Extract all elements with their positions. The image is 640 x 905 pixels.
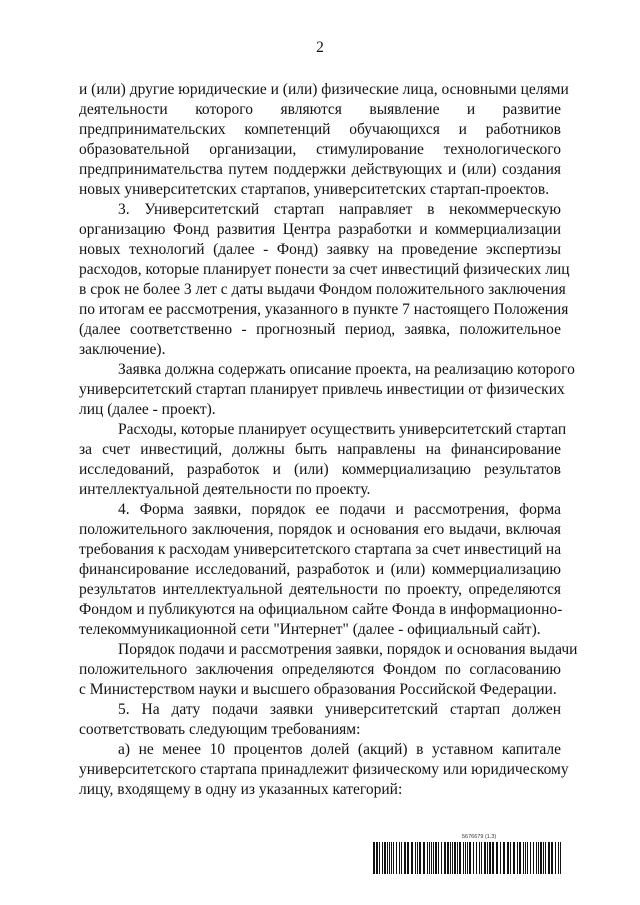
barcode-bar: [473, 842, 474, 874]
text-line: интеллектуальной деятельности по проекту.: [79, 481, 371, 498]
barcode-bar: [407, 842, 409, 874]
barcode-bar: [489, 842, 491, 874]
text-line: положительного заключения определяются Фондом по согласованию: [79, 661, 561, 678]
barcode-bar: [441, 842, 442, 874]
barcode-bar: [523, 842, 524, 874]
text-line: 4. Форма заявки, порядок ее подачи и рассмотрения, форма: [118, 501, 561, 518]
barcode-bar: [545, 842, 546, 874]
barcode-bar: [487, 842, 488, 874]
text-line: новых технологий (далее - Фонд) заявку на проведение экспертизы: [79, 241, 561, 258]
text-line: Фондом и публикуются на официальном сайте Фонда в информационно-: [79, 601, 563, 618]
barcode-bar: [476, 842, 477, 874]
barcode-bar: [517, 842, 518, 874]
barcode-bar: [435, 842, 437, 874]
barcode-bar: [393, 842, 394, 874]
text-line: организацию Фонд развития Центра разработки и коммерциализации: [79, 221, 561, 238]
barcode-bar: [463, 842, 464, 874]
barcode-bar: [419, 842, 421, 874]
barcode-bar: [507, 842, 509, 874]
barcode-bar: [530, 842, 531, 874]
barcode-bar: [479, 842, 480, 874]
text-line: результатов интеллектуальной деятельности по проекту, определяются: [79, 581, 561, 598]
text-line: в срок не более 3 лет с даты выдачи Фондом положительного заключения: [79, 281, 566, 298]
text-line: предпринимательских компетенций обучающихся и работников: [79, 121, 561, 138]
barcode-bar: [536, 842, 537, 874]
text-line: финансирование исследований, разработок и (или) коммерциализацию: [79, 561, 561, 578]
barcode-bar: [555, 842, 556, 874]
barcode-bar: [391, 842, 392, 874]
barcode-bar: [484, 842, 486, 874]
barcode-bar: [538, 842, 539, 874]
barcode-bar: [382, 842, 383, 874]
text-line: Порядок подачи и рассмотрения заявки, порядок и основания выдачи: [118, 641, 578, 658]
barcode-bar: [454, 842, 456, 874]
barcode-bar: [496, 842, 498, 874]
text-line: (далее соответственно - прогнозный период, заявка, положительное: [79, 321, 561, 338]
barcode-bar: [525, 842, 526, 874]
barcode-bar: [450, 842, 451, 874]
text-line: университетский стартап планирует привлечь инвестиции от физических: [79, 381, 565, 398]
text-line: новых университетских стартапов, университетских стартап-проектов.: [79, 181, 550, 198]
text-line: Расходы, которые планирует осуществить университетский стартап: [118, 421, 567, 438]
barcode-bar: [389, 842, 390, 874]
barcode-bar: [429, 842, 430, 874]
text-line: университетского стартапа принадлежит физическому или юридическому: [79, 761, 569, 778]
barcode-bar: [423, 842, 425, 874]
text-line: деятельности которого являются выявление и развитие: [79, 101, 561, 118]
barcode-bar: [427, 842, 428, 874]
text-line: телекоммуникационной сети "Интернет" (далее - официальный сайт).: [79, 621, 541, 638]
barcode-bar: [540, 842, 542, 874]
text-line: исследований, разработок и (или) коммерциализацию результатов: [79, 461, 561, 478]
text-line: и (или) другие юридические и (или) физические лица, основными целями: [79, 81, 569, 98]
barcode-bar: [444, 842, 446, 874]
barcode-bar: [548, 842, 550, 874]
barcode-bar: [560, 842, 561, 874]
barcode-bar: [527, 842, 528, 874]
document-id: 5676679 (1.3): [462, 834, 497, 840]
text-line: лиц (далее - проект).: [79, 401, 216, 418]
barcode-bar: [457, 842, 458, 874]
barcode-bar: [396, 842, 397, 874]
text-line: с Министерством науки и высшего образования Российской Федерации.: [79, 681, 557, 698]
text-line: Заявка должна содержать описание проекта, на реализацию которого: [118, 361, 575, 378]
barcode-bar: [465, 842, 466, 874]
text-line: по итогам ее рассмотрения, указанного в пункте 7 настоящего Положения: [79, 301, 569, 318]
barcode-bar: [510, 842, 511, 874]
barcode-bar: [447, 842, 449, 874]
text-line: а) не менее 10 процентов долей (акций) в уставном капитале: [118, 741, 561, 758]
barcode-bar: [438, 842, 439, 874]
barcode-bar: [481, 842, 482, 874]
barcode-image: [373, 842, 563, 874]
barcode-bar: [467, 842, 468, 874]
text-line: расходов, которые планирует понести за счет инвестиций физических лиц: [79, 261, 570, 278]
text-line: заключение).: [79, 341, 166, 358]
barcode-bar: [492, 842, 494, 874]
text-line: требования к расходам университетского стартапа за счет инвестиций на: [79, 541, 562, 558]
text-line: 3. Университетский стартап направляет в некоммерческую: [118, 201, 561, 218]
barcode-bar: [373, 842, 375, 874]
barcode-bar: [558, 842, 559, 874]
barcode-bar: [399, 842, 400, 874]
barcode-bar: [384, 842, 386, 874]
text-line: лицу, входящему в одну из указанных категорий:: [79, 781, 403, 798]
barcode-bar: [401, 842, 402, 874]
barcode-bar: [469, 842, 471, 874]
barcode-bar: [411, 842, 413, 874]
text-line: образовательной организации, стимулирование технологического: [79, 141, 561, 158]
text-line: предпринимательства путем поддержки действующих и (или) создания: [79, 161, 561, 178]
barcode-bar: [404, 842, 406, 874]
text-line: за счет инвестиций, должны быть направлены на финансирование: [79, 441, 561, 458]
barcode-bar: [417, 842, 418, 874]
barcode-bar: [387, 842, 388, 874]
text-line: положительного заключения, порядок и основания его выдачи, включая: [79, 521, 561, 538]
barcode-bar: [519, 842, 521, 874]
page-number: 2: [316, 39, 324, 56]
barcode-bar: [500, 842, 501, 874]
barcode-bar: [415, 842, 416, 874]
text-line: соответствовать следующим требованиям:: [79, 721, 361, 738]
barcode-bar: [459, 842, 461, 874]
barcode-bar: [543, 842, 544, 874]
barcode-bar: [513, 842, 515, 874]
barcode-bar: [376, 842, 378, 874]
barcode-bar: [379, 842, 380, 874]
barcode-bar: [551, 842, 553, 874]
barcode-bar: [431, 842, 432, 874]
barcode-bar: [533, 842, 534, 874]
text-line: 5. На дату подачи заявки университетский стартап должен: [118, 701, 561, 718]
barcode-bar: [433, 842, 434, 874]
barcode-bar: [503, 842, 505, 874]
barcode-bar: [452, 842, 453, 874]
